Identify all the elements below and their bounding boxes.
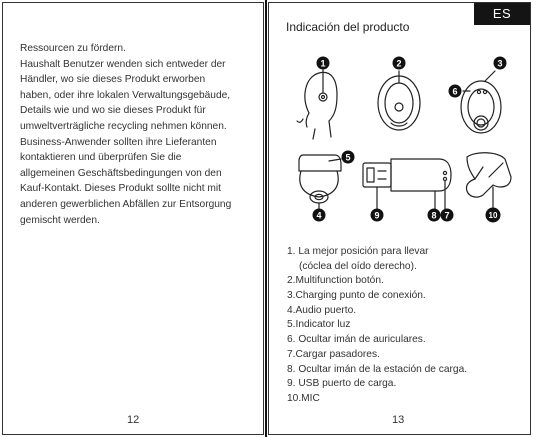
svg-text:3: 3 — [497, 58, 503, 69]
callout-10 — [486, 208, 501, 223]
page-number: 13 — [392, 414, 405, 426]
svg-text:9: 9 — [374, 210, 380, 221]
callout-7 — [441, 209, 454, 222]
svg-text:6: 6 — [452, 86, 458, 97]
callout-2 — [393, 57, 406, 70]
product-parts-list — [287, 245, 517, 407]
list-item: 4.Audio puerto. — [287, 304, 357, 316]
list-item: 8. Ocultar imán de la estación de carga. — [287, 363, 468, 375]
text-line: anderen gewerblichen Abfällen zur Entsorgung — [20, 198, 232, 210]
svg-text:7: 7 — [444, 210, 450, 221]
list-item: (cóclea del oído derecho). — [299, 260, 417, 272]
callout-5 — [342, 151, 355, 164]
callout-6 — [449, 85, 462, 98]
callout-9 — [371, 209, 384, 222]
svg-text:4: 4 — [316, 210, 322, 221]
page-title: Indicación del producto — [286, 20, 410, 34]
left-page — [2, 2, 264, 435]
text-line: Details wie und wo sie dieses Produkt für — [20, 105, 206, 117]
text-line: Business-Anwender sollten ihre Lieferanten — [20, 136, 217, 148]
svg-text:8: 8 — [431, 210, 437, 221]
callout-8 — [428, 209, 441, 222]
text-line: Haushalt Benutzer wenden sich entweder der — [20, 58, 226, 70]
svg-text:2: 2 — [396, 58, 402, 69]
product-diagram — [279, 47, 519, 227]
svg-text:5: 5 — [345, 152, 351, 163]
text-line: Ressourcen zu fördern. — [20, 43, 126, 54]
callout-4 — [313, 209, 326, 222]
svg-text:10: 10 — [488, 211, 498, 221]
page-number: 12 — [127, 414, 140, 426]
text-line: haben, oder ihre lokalen Verwaltungsgebäude, — [20, 89, 231, 101]
svg-text:1: 1 — [320, 58, 326, 69]
list-item: 9. USB puerto de carga. — [287, 378, 397, 390]
list-item: 2.Multifunction botón. — [287, 275, 384, 287]
language-badge: ES — [474, 3, 530, 25]
list-item: 7.Cargar pasadores. — [287, 348, 380, 360]
text-line: Kauf-Kontakt. Dieses Produkt sollte nicht mit — [20, 183, 222, 195]
text-line: umweltverträgliche recycling nehmen können. — [20, 120, 227, 132]
text-line: gemischt werden. — [20, 214, 100, 226]
list-item: 3.Charging punto de conexión. — [287, 290, 426, 302]
list-item: 6. Ocultar imán de auriculares. — [287, 334, 426, 346]
list-item: 5.Indicator luz — [287, 319, 351, 331]
right-page — [268, 2, 531, 435]
list-item: 10.MIC — [287, 392, 320, 404]
list-item: 1. La mejor posición para llevar — [287, 246, 429, 257]
callout-1 — [317, 57, 330, 70]
text-line: kontaktieren und überprüfen Sie die — [20, 152, 182, 164]
text-line: Händler, wo sie dieses Produkt erworben — [20, 74, 206, 86]
left-page-text — [20, 41, 260, 228]
text-line: allgemeinen Geschäftsbedingungen von den — [20, 167, 222, 179]
callout-3 — [494, 57, 507, 70]
page-divider — [265, 0, 267, 437]
